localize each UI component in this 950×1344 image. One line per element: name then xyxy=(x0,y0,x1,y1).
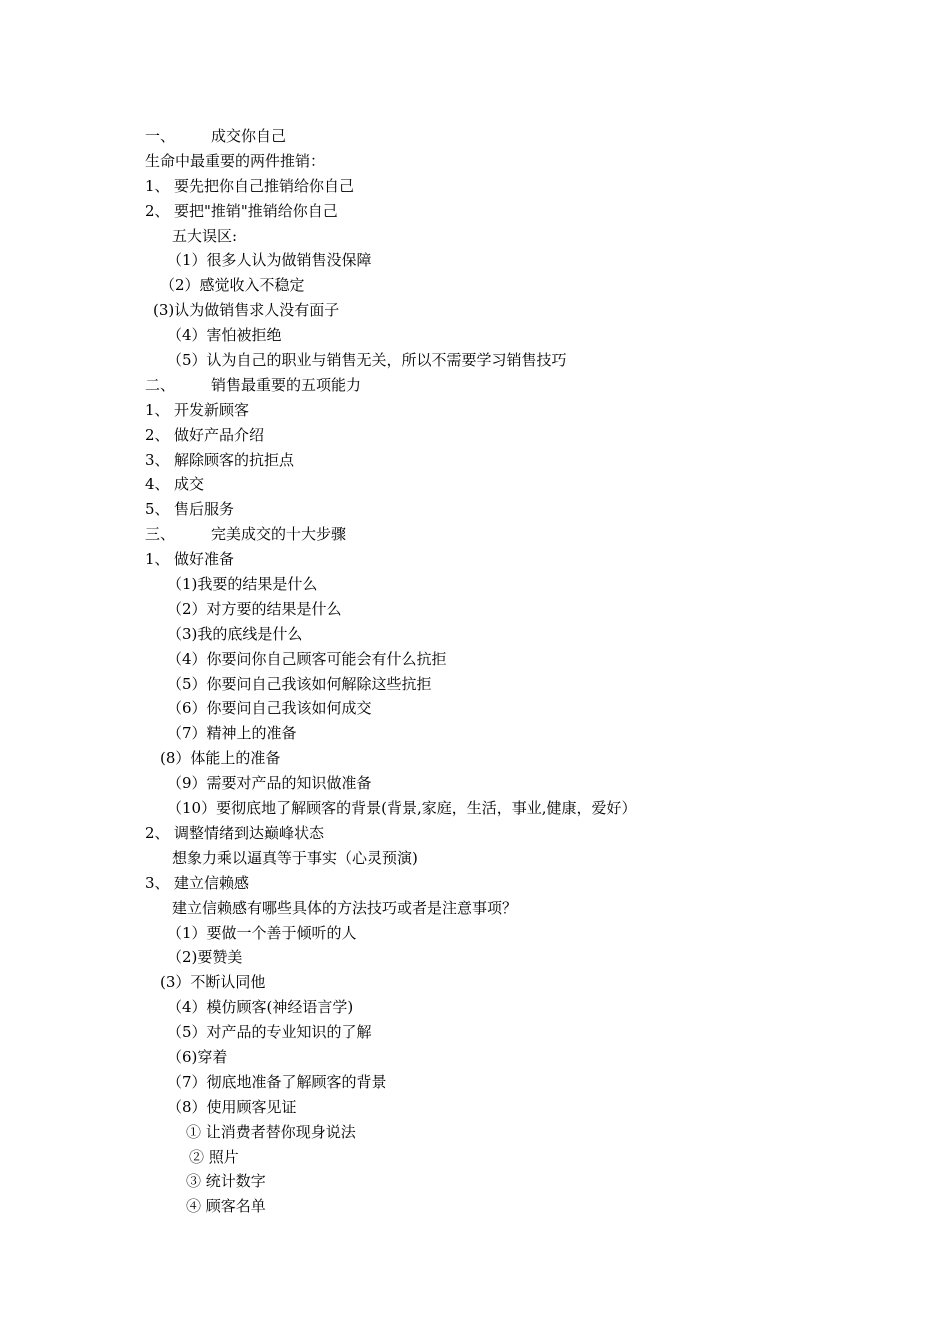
list-text: 成交 xyxy=(174,475,205,494)
section-heading-2 xyxy=(145,373,845,398)
section-title: 完美成交的十大步骤 xyxy=(211,525,347,544)
section-heading-3 xyxy=(145,522,845,547)
step-heading xyxy=(145,547,845,572)
step-item: （10）要彻底地了解顾客的背景(背景,家庭，生活，事业,健康，爱好） xyxy=(167,799,637,818)
list-text: 要把"推销"推销给你自己 xyxy=(174,201,338,220)
testimonial-item: ③ 统计数字 xyxy=(186,1172,266,1191)
list-number: 2、 xyxy=(145,425,170,444)
step-number: 3、 xyxy=(145,873,170,892)
step-item: （3)我的底线是什么 xyxy=(167,624,303,643)
list-number: 3、 xyxy=(145,450,170,469)
step-question: 建立信赖感有哪些具体的方法技巧或者是注意事项？ xyxy=(172,898,518,917)
step-heading xyxy=(145,871,845,896)
step-item: （6)穿着 xyxy=(167,1047,228,1066)
step-number: 2、 xyxy=(145,823,170,842)
step-item: （9）需要对产品的知识做准备 xyxy=(167,774,372,793)
list-text: 售后服务 xyxy=(174,500,235,519)
myth-item: （4）害怕被拒绝 xyxy=(167,326,282,345)
list-number: 1、 xyxy=(145,176,170,195)
list-item xyxy=(145,472,845,497)
section-intro: 生命中最重要的两件推销： xyxy=(145,151,326,170)
step-item: (3）不断认同他 xyxy=(160,973,266,992)
step-item: （7）精神上的准备 xyxy=(167,724,297,743)
step-text: 建立信赖感 xyxy=(174,873,250,892)
step-note: 想象力乘以逼真等于事实（心灵预演) xyxy=(172,848,418,867)
list-item xyxy=(145,199,845,224)
list-text: 做好产品介绍 xyxy=(174,425,265,444)
document-body xyxy=(145,124,845,1219)
step-item: （5）你要问自己我该如何解除这些抗拒 xyxy=(167,674,432,693)
step-heading xyxy=(145,821,845,846)
section-number: 三、 xyxy=(145,525,176,544)
myth-item: （5）认为自己的职业与销售无关，所以不需要学习销售技巧 xyxy=(167,351,567,370)
section-number: 一、 xyxy=(145,127,176,145)
myth-item: (3)认为做销售求人没有面子 xyxy=(153,301,340,320)
myths-title: 五大误区: xyxy=(172,226,238,245)
step-item: （4）模仿顾客(神经语言学) xyxy=(167,998,354,1017)
myth-item: （2）感觉收入不稳定 xyxy=(160,276,305,295)
list-number: 2、 xyxy=(145,201,170,220)
section-heading-1 xyxy=(145,124,845,149)
step-text: 做好准备 xyxy=(174,550,235,569)
list-item xyxy=(145,423,845,448)
list-number: 1、 xyxy=(145,400,170,419)
testimonial-item: ② 照片 xyxy=(189,1147,239,1166)
testimonial-item: ④ 顾客名单 xyxy=(186,1197,266,1216)
step-number: 1、 xyxy=(145,550,170,569)
section-title: 销售最重要的五项能力 xyxy=(211,375,362,394)
testimonial-item: ① 让消费者替你现身说法 xyxy=(186,1122,356,1141)
list-text: 解除顾客的抗拒点 xyxy=(174,450,295,469)
list-number: 5、 xyxy=(145,500,170,519)
step-item: （1)我要的结果是什么 xyxy=(167,575,318,594)
step-item: （6）你要问自己我该如何成交 xyxy=(167,699,372,718)
list-item xyxy=(145,497,845,522)
step-item: （4）你要问你自己顾客可能会有什么抗拒 xyxy=(167,649,447,668)
list-item xyxy=(145,174,845,199)
step-item: (8）体能上的准备 xyxy=(160,749,281,768)
step-item: （2)要赞美 xyxy=(167,948,243,967)
list-text: 开发新顾客 xyxy=(174,400,250,419)
step-text: 调整情绪到达巅峰状态 xyxy=(174,823,325,842)
list-text: 要先把你自己推销给你自己 xyxy=(174,176,355,195)
list-item xyxy=(145,398,845,423)
step-item: （8）使用顾客见证 xyxy=(167,1097,297,1116)
list-item xyxy=(145,448,845,473)
step-item: （7）彻底地准备了解顾客的背景 xyxy=(167,1072,387,1091)
step-item: （5）对产品的专业知识的了解 xyxy=(167,1023,372,1042)
myth-item: （1）很多人认为做销售没保障 xyxy=(167,251,372,270)
list-number: 4、 xyxy=(145,475,170,494)
step-item: （1）要做一个善于倾听的人 xyxy=(167,923,357,942)
section-number: 二、 xyxy=(145,375,176,394)
section-title: 成交你自己 xyxy=(211,127,287,145)
step-item: （2）对方要的结果是什么 xyxy=(167,599,342,618)
